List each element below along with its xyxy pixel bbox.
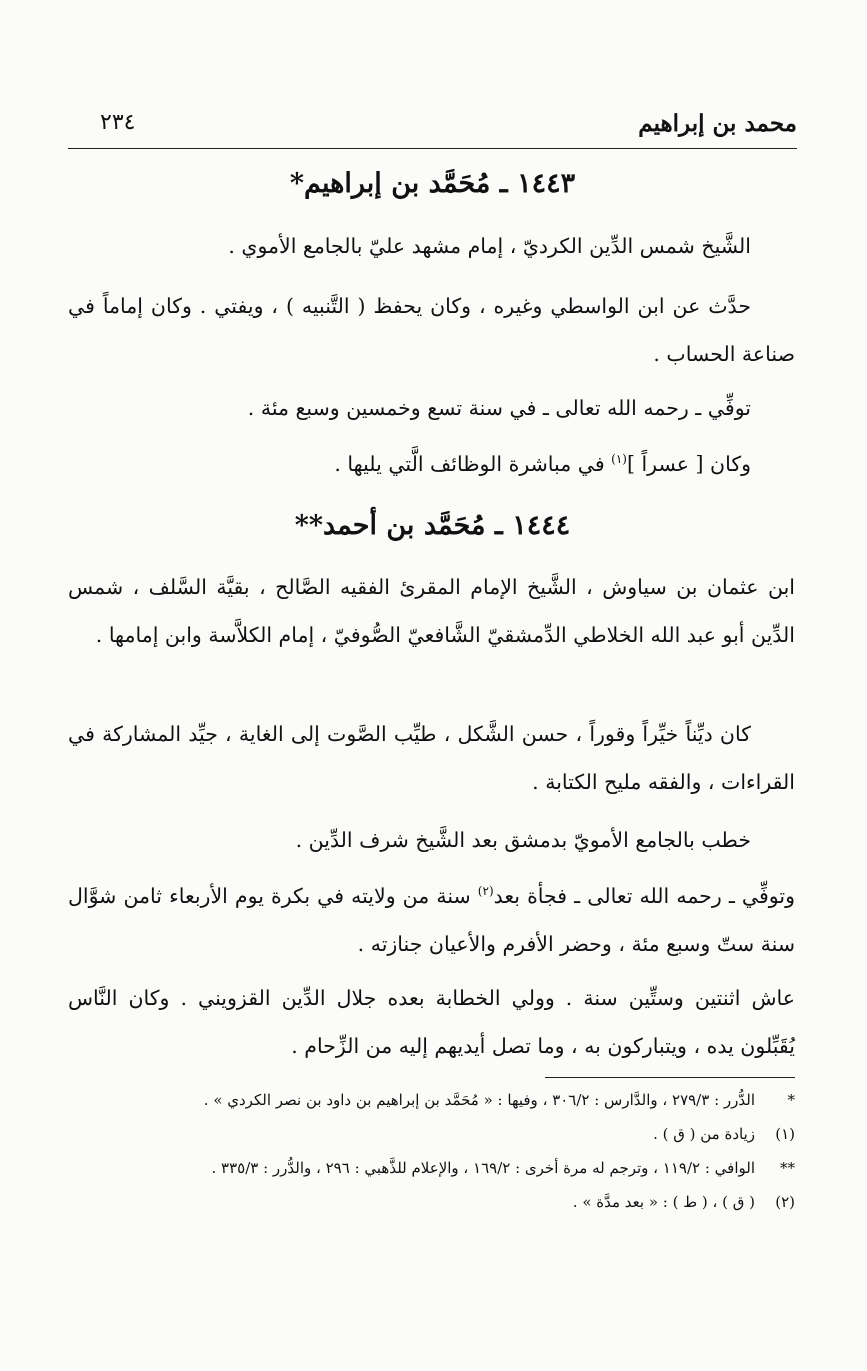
footnote-text: الدُّرر : ٢٧٩/٣ ، والدَّارس : ٣٠٦/٢ ، وفيها : « مُحَمَّد بن إبراهيم بن داود بن نصر الكردي » .: [203, 1091, 755, 1109]
footnote-mark: (٢): [775, 1193, 795, 1211]
footnote-ref: (٢): [477, 884, 494, 899]
paragraph: ابن عثمان بن سياوش ، الشَّيخ الإمام المقرئ الفقيه الصَّالح ، بقيَّة السَّلف ، شمس الدِّين أبو عبد الله الخلاطي الدِّمشقيّ الشَّافعيّ الصُّوفيّ ، إمام الكلاَّسة وابن إمامها .: [68, 575, 795, 647]
paragraph: حدَّث عن ابن الواسطي وغيره ، وكان يحفظ ( التَّنبيه ) ، ويفتي . وكان إماماً في صناعة الحساب .: [68, 294, 795, 366]
paragraph: كان ديِّناً خيِّراً وقوراً ، حسن الشَّكل ، طيِّب الصَّوت إلى الغاية ، جيِّد المشاركة في القراءات ، والفقه مليح الكتابة .: [68, 722, 795, 794]
footnote-text: زيادة من ( ق ) .: [653, 1125, 755, 1143]
footnote-text: ( ق ) ، ( ط ) : « بعد مدَّة » .: [572, 1193, 755, 1211]
paragraph-text: وتوفِّي ـ رحمه الله تعالى ـ فجأة بعد: [493, 884, 795, 908]
entry-title-1444: ١٤٤٤ ـ مُحَمَّد بن أحمد**: [294, 510, 571, 541]
entry-title-1443: ١٤٤٣ ـ مُحَمَّد بن إبراهيم*: [289, 168, 576, 199]
paragraph-text: وكان [ عسراً ]: [626, 452, 751, 476]
footnote: [68, 1088, 795, 1112]
footnote-mark: (١): [775, 1125, 795, 1143]
footnote-mark: **: [780, 1159, 795, 1177]
page-header: [68, 104, 797, 149]
paragraph: عاش اثنتين وستِّين سنة . وولي الخطابة بعده جلال الدِّين القزويني . وكان النَّاس يُقَبِّلون يده ، ويتباركون به ، وما تصل أيديهم إليه من الزِّحام .: [68, 986, 795, 1058]
footnote-text: الوافي : ١١٩/٢ ، وترجم له مرة أخرى : ١٦٩/٢ ، والإعلام للذَّهبي : ٢٩٦ ، والدُّرر : ٣٣٥/٣ .: [211, 1159, 755, 1177]
paragraph: [68, 440, 795, 488]
footnote-ref: (١): [611, 452, 627, 467]
footnote: [68, 1190, 795, 1214]
paragraph: خطب بالجامع الأمويّ بدمشق بعد الشَّيخ شرف الدِّين .: [295, 828, 751, 852]
footnote-mark: *: [787, 1091, 795, 1109]
paragraph: الشَّيخ شمس الدِّين الكرديّ ، إمام مشهد عليّ بالجامع الأموي .: [228, 234, 751, 258]
paragraph-text: في مباشرة الوظائف الَّتي يليها .: [334, 452, 612, 476]
footnote: [68, 1122, 795, 1146]
running-head: محمد بن إبراهيم: [638, 110, 797, 137]
paragraph: [68, 872, 795, 968]
footnote-divider: [545, 1077, 795, 1078]
page-number: ٢٣٤: [100, 110, 136, 135]
paragraph-text: سنة من ولايته في بكرة يوم الأربعاء ثامن شوَّال سنة ستّ وسبع مئة ، وحضر الأفرم والأعيان جنازته .: [68, 884, 795, 956]
footnote: [68, 1156, 795, 1180]
paragraph: توفِّي ـ رحمه الله تعالى ـ في سنة تسع وخمسين وسبع مئة .: [247, 396, 751, 420]
